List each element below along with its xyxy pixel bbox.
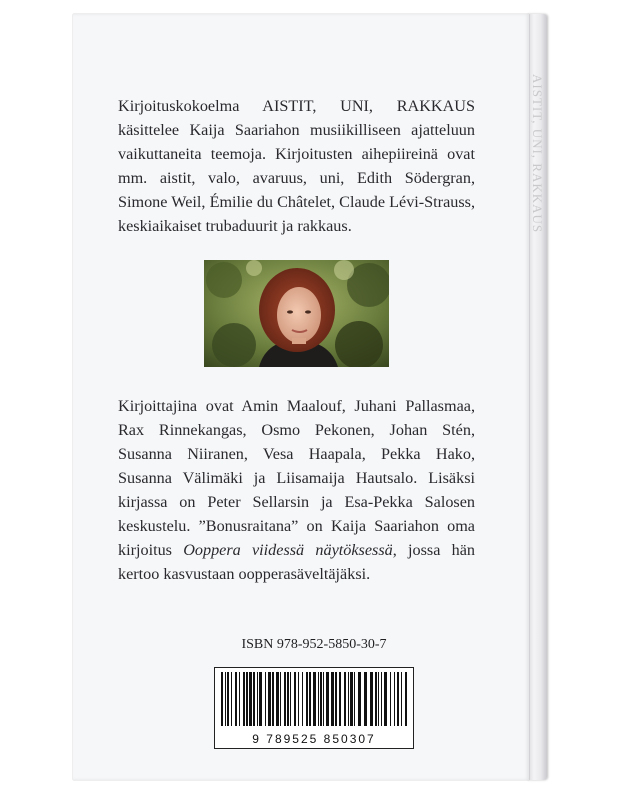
barcode-bar xyxy=(290,672,291,726)
barcode-bar xyxy=(227,672,229,726)
barcode-bar xyxy=(268,672,271,726)
barcode-bar xyxy=(280,672,281,726)
barcode-bar xyxy=(259,672,262,726)
barcode-bar xyxy=(231,672,232,726)
barcode-bar xyxy=(265,672,266,726)
barcode-bar xyxy=(331,672,334,726)
spine-title: AISTIT, UNI, RAKKAUS xyxy=(530,74,545,234)
barcode-bar xyxy=(375,672,377,726)
barcode-bar xyxy=(272,672,274,726)
barcode-bar xyxy=(364,672,367,726)
back-cover xyxy=(73,14,529,780)
barcode-bar xyxy=(358,672,361,726)
barcode-bar xyxy=(276,672,279,726)
blurb-paragraph-1: Kirjoituskokoelma AISTIT, UNI, RAKKAUS käsittelee Kaija Saariahon musiikilliseen ajatteluun vaikuttaneita teemoja. Kirjoitusten aihepiireinä ovat mm. aistit, valo, avaruus, uni, Edith Södergran, Simone Weil, Émilie du Châtelet, Claude Lévi-Strauss, keskiaikaiset trubaduurit ja rakkaus. xyxy=(118,97,475,235)
barcode-bar xyxy=(306,672,308,726)
barcode-digits: 9 789525 850307 xyxy=(252,732,376,746)
barcode-bar xyxy=(348,672,349,726)
barcode-bar xyxy=(294,672,296,726)
barcode-bar xyxy=(381,672,382,726)
barcode-bar xyxy=(344,672,346,726)
barcode-bar xyxy=(378,672,379,726)
isbn-label: ISBN 978-952-5850-30-7 xyxy=(241,637,387,652)
barcode-bar xyxy=(253,672,255,726)
barcode-bar xyxy=(384,672,387,726)
barcode-bar xyxy=(390,672,391,726)
author-photo xyxy=(204,260,389,367)
barcode-bars xyxy=(215,668,413,730)
author-photo-illustration xyxy=(204,260,389,367)
barcode-bar xyxy=(350,672,353,726)
barcode-bar xyxy=(246,672,248,726)
barcode-bar xyxy=(249,672,252,726)
barcode-bar xyxy=(257,672,258,726)
barcode-bar xyxy=(298,672,299,726)
barcode-bar xyxy=(326,672,329,726)
barcode-bar xyxy=(323,672,324,726)
barcode-bar xyxy=(354,672,355,726)
barcode-bar xyxy=(239,672,240,726)
barcode-bar xyxy=(225,672,226,726)
barcode-bar xyxy=(370,672,373,726)
barcode-bar xyxy=(339,672,341,726)
barcode-bar xyxy=(284,672,286,726)
barcode-bar xyxy=(287,672,289,726)
spine-text-container xyxy=(527,14,547,780)
barcode-bar xyxy=(221,672,223,726)
barcode-bar xyxy=(320,672,322,726)
barcode-bar xyxy=(309,672,311,726)
barcode-bar xyxy=(401,672,402,726)
blurb-paragraph-2 xyxy=(118,394,475,586)
barcode-bar xyxy=(318,672,319,726)
blurb-2-outro: , jossa hän kertoo kasvustaan oopperasäveltäjäksi. xyxy=(118,541,475,583)
barcode-bar xyxy=(405,672,407,726)
barcode-bar xyxy=(397,672,399,726)
barcode-bar xyxy=(235,672,237,726)
barcode-bar xyxy=(313,672,316,726)
blurb-2-intro: Kirjoittajina ovat Amin Maalouf, Juhani Pallasmaa, Rax Rinnekangas, Osmo Pekonen, Johan Stén, Susanna Niiranen, Vesa Haapala, Pekka Hako, Susanna Välimäki ja Liisamaija Hautsalo. Lisäksi kirjassa on Peter Sellarsin ja Esa-Pekka Salosen keskustelu. ”Bonusraitana” on Kaija Saariahon oma kirjoitus xyxy=(118,397,475,559)
barcode xyxy=(214,667,414,749)
barcode-bar xyxy=(243,672,245,726)
barcode-bar xyxy=(302,672,303,726)
barcode-bar xyxy=(335,672,337,726)
blurb-2-essay-title: Ooppera viidessä näytöksessä xyxy=(183,541,393,559)
barcode-bar xyxy=(394,672,395,726)
